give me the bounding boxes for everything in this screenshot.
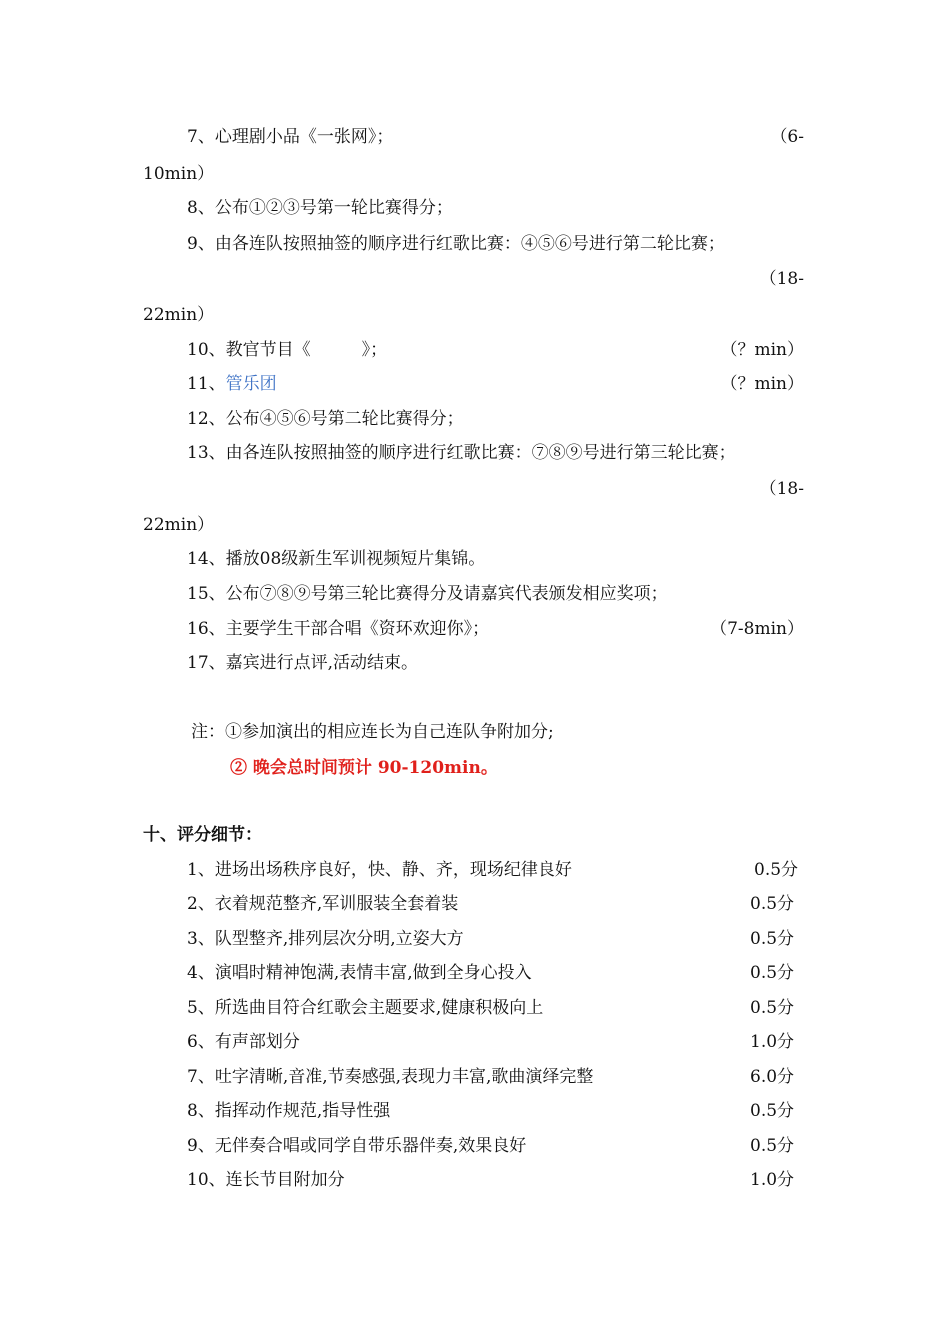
scoring-item-3: 3、队型整齐,排列层次分明,立姿大方	[187, 929, 464, 949]
schedule-item-16: 16、主要学生干部合唱《资环欢迎你》；	[187, 619, 490, 639]
schedule-item-7-time-end: 10min）	[143, 164, 215, 184]
scoring-item-2: 2、衣着规范整齐,军训服装全套着装	[187, 894, 459, 914]
schedule-item-13: 13、由各连队按照抽签的顺序进行红歌比赛：⑦⑧⑨号进行第三轮比赛；	[187, 443, 736, 463]
scoring-item-9-score: 0.5分	[750, 1136, 795, 1156]
scoring-item-5: 5、所选曲目符合红歌会主题要求,健康积极向上	[187, 998, 544, 1018]
schedule-item-7: 7、心理剧小品《一张网》；	[187, 127, 394, 147]
scoring-item-6-score: 1.0分	[750, 1032, 795, 1052]
scoring-item-5-score: 0.5分	[750, 998, 795, 1018]
scoring-item-1-score: 0.5分	[754, 860, 799, 880]
scoring-item-4-score: 0.5分	[750, 963, 795, 983]
schedule-item-9-time-end: 22min）	[143, 305, 215, 325]
schedule-item-9: 9、由各连队按照抽签的顺序进行红歌比赛：④⑤⑥号进行第二轮比赛；	[187, 234, 725, 254]
schedule-item-15: 15、公布⑦⑧⑨号第三轮比赛得分及请嘉宾代表颁发相应奖项；	[187, 584, 668, 604]
scoring-item-8-score: 0.5分	[750, 1101, 795, 1121]
note-2: ② 晚会总时间预计 90-120min。	[230, 758, 498, 778]
schedule-item-17: 17、嘉宾进行点评,活动结束。	[187, 653, 419, 673]
scoring-item-6: 6、有声部划分	[187, 1032, 300, 1052]
scoring-item-7: 7、吐字清晰,音准,节奏感强,表现力丰富,歌曲演绎完整	[187, 1067, 594, 1087]
schedule-item-8: 8、公布①②③号第一轮比赛得分；	[187, 198, 453, 218]
schedule-item-11-number: 11、	[187, 374, 226, 394]
schedule-item-13-time-end: 22min）	[143, 515, 215, 535]
scoring-item-7-score: 6.0分	[750, 1067, 795, 1087]
note-1: 注：①参加演出的相应连长为自己连队争附加分;	[191, 722, 554, 742]
scoring-item-10: 10、连长节目附加分	[187, 1170, 345, 1190]
scoring-item-1: 1、进场出场秩序良好，快、静、齐，现场纪律良好	[187, 860, 572, 880]
schedule-item-12: 12、公布④⑤⑥号第二轮比赛得分；	[187, 409, 464, 429]
schedule-item-7-time-start: （6-	[770, 127, 804, 147]
schedule-item-9-time-start: （18-	[759, 269, 804, 289]
schedule-item-10-time: （？min）	[720, 340, 804, 360]
schedule-item-16-time: （7-8min）	[710, 619, 804, 639]
scoring-item-2-score: 0.5分	[750, 894, 795, 914]
scoring-item-8: 8、指挥动作规范,指导性强	[187, 1101, 391, 1121]
schedule-item-10: 10、教官节目《 》；	[187, 340, 388, 360]
scoring-item-10-score: 1.0分	[750, 1170, 795, 1190]
schedule-item-11-time: （？min）	[720, 374, 804, 394]
schedule-item-14: 14、播放08级新生军训视频短片集锦。	[187, 549, 486, 569]
schedule-item-11	[187, 372, 277, 396]
scoring-heading: 十、评分细节：	[143, 825, 262, 845]
scoring-item-3-score: 0.5分	[750, 929, 795, 949]
scoring-item-4: 4、演唱时精神饱满,表情丰富,做到全身心投入	[187, 963, 532, 983]
scoring-item-9: 9、无伴奏合唱或同学自带乐器伴奏,效果良好	[187, 1136, 527, 1156]
schedule-item-11-name: 管乐团	[225, 374, 277, 394]
schedule-item-13-time-start: （18-	[759, 479, 804, 499]
